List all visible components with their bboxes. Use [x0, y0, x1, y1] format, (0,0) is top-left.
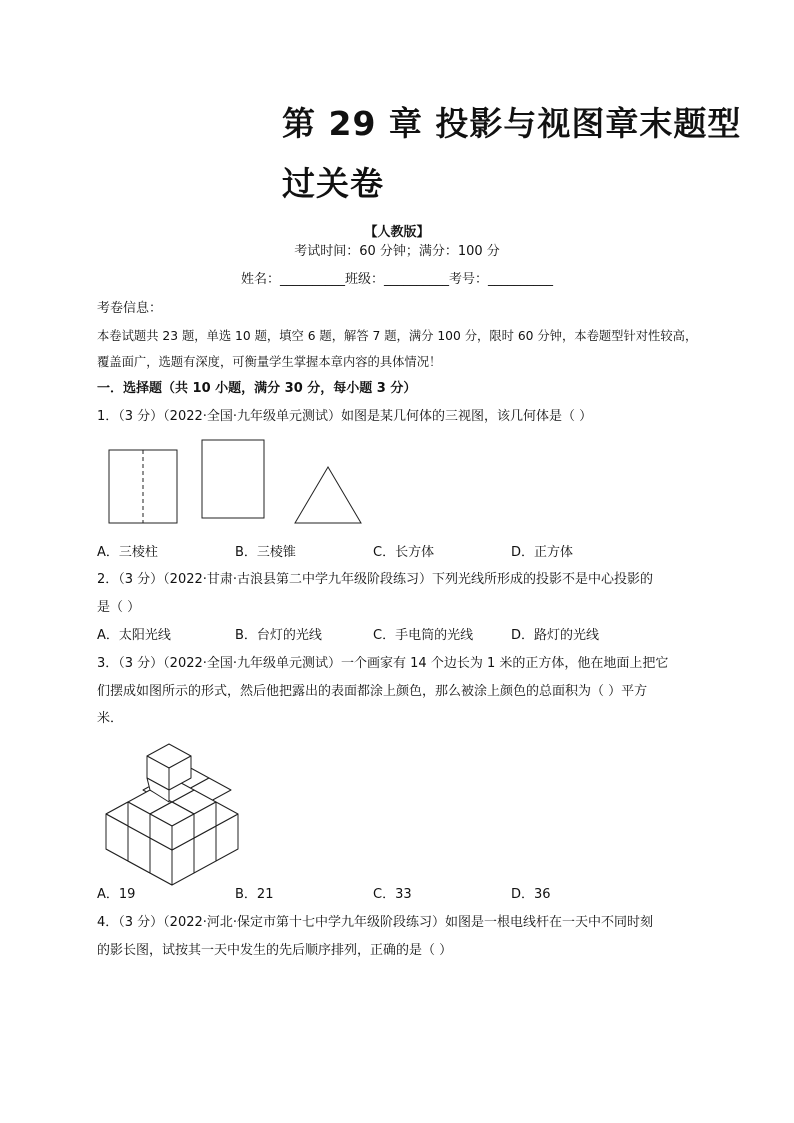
- q1-option-a[interactable]: A．三棱柱: [97, 545, 158, 560]
- exam-notes-line2: 覆盖面广，选题有深度，可衡量学生掌握本章内容的具体情况！: [97, 355, 442, 369]
- exam-notes-line1: 本卷试题共 23 题，单选 10 题，填空 6 题，解答 7 题，满分 100 分，限时 60 分钟，本卷题型针对性较高，: [97, 329, 698, 343]
- q3-option-d[interactable]: D．36: [511, 887, 551, 902]
- section-heading: 一．选择题（共 10 小题，满分 30 分，每小题 3 分）: [97, 381, 417, 396]
- q3-option-a[interactable]: A．19: [97, 887, 136, 902]
- exam-notes-heading: 考卷信息：: [97, 301, 163, 316]
- exam-info: 考试时间：60 分钟；满分：100 分: [294, 244, 500, 259]
- edition-label: 【人教版】: [364, 225, 430, 240]
- q1-option-b[interactable]: B．三棱锥: [235, 545, 296, 560]
- q2-option-d[interactable]: D．路灯的光线: [511, 628, 600, 643]
- q1-option-d[interactable]: D．正方体: [511, 545, 574, 560]
- question-4-stem-line2: 的影长图，试按其一天中发生的先后顺序排列，正确的是（ ）: [97, 943, 453, 958]
- question-4-stem-line1: 4．（3 分）（2022·河北·保定市第十七中学九年级阶段练习）如图是一根电线杆在一天中不同时刻: [97, 915, 654, 930]
- question-3-stem-line2: 们摆成如图所示的形式，然后他把露出的表面都涂上颜色，那么被涂上颜色的总面积为（ ）平方: [97, 684, 648, 699]
- question-1-stem: 1．（3 分）（2022·全国·九年级单元测试）如图是某几何体的三视图，该几何体是（ ）: [97, 409, 593, 424]
- question-3-stem-line1: 3．（3 分）（2022·全国·九年级单元测试）一个画家有 14 个边长为 1 米的正方体，他在地面上把它: [97, 656, 669, 671]
- question-2-stem-line1: 2．（3 分）（2022·甘肃·古浪县第二中学九年级阶段练习）下列光线所形成的投影不是中心投影的: [97, 572, 654, 587]
- q1-option-c[interactable]: C．长方体: [373, 545, 435, 560]
- q2-option-a[interactable]: A．太阳光线: [97, 628, 171, 643]
- q3-option-c[interactable]: C．33: [373, 887, 412, 902]
- doc-title-line1: 第 29 章 投影与视图章末题型: [282, 104, 742, 143]
- student-fields: 姓名：__________班级：__________考号：__________: [240, 272, 553, 287]
- q3-option-b[interactable]: B．21: [235, 887, 274, 902]
- question-2-stem-line2: 是（ ）: [97, 600, 141, 615]
- doc-title-line2: 过关卷: [282, 164, 384, 203]
- q2-option-b[interactable]: B．台灯的光线: [235, 628, 322, 643]
- question-3-stem-line3: 米．: [97, 711, 124, 726]
- q2-option-c[interactable]: C．手电筒的光线: [373, 628, 474, 643]
